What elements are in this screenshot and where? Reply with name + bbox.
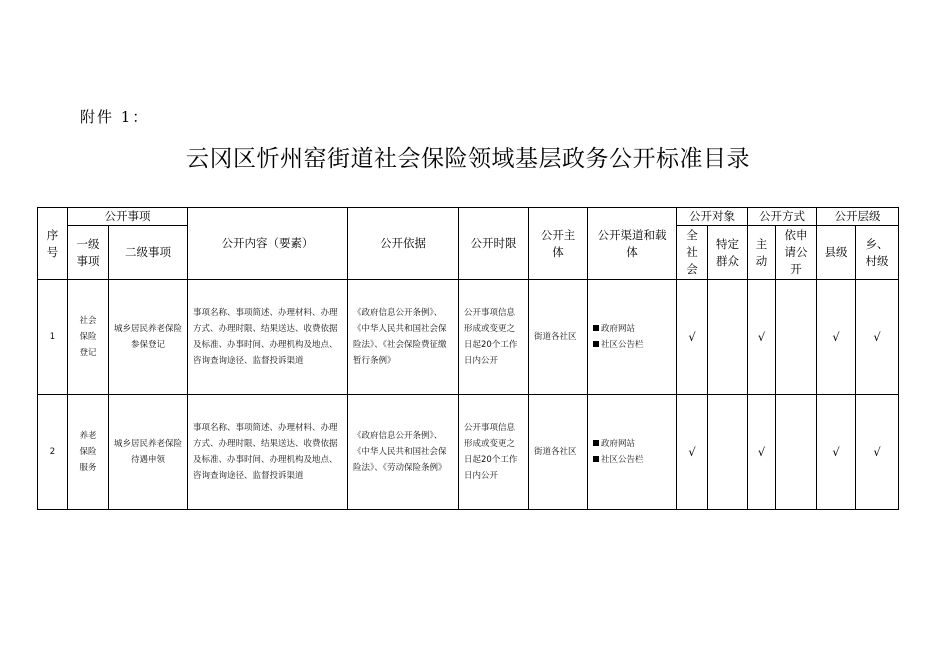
square-bullet-icon xyxy=(593,440,599,446)
header-level-village: 乡、村级 xyxy=(856,226,899,280)
channel-item xyxy=(593,452,671,468)
header-subject: 公开主体 xyxy=(529,208,588,280)
header-index: 序号 xyxy=(38,208,68,280)
row-time-limit: 公开事项信息形成或变更之日起20个工作日内公开 xyxy=(459,395,529,510)
row-level1: 社会保险登记 xyxy=(68,280,109,395)
row-method-active: √ xyxy=(748,395,776,510)
row-basis: 《政府信息公开条例》、《中华人民共和国社会保险法》、《劳动保险条例》 xyxy=(348,395,459,510)
header-time-limit: 公开时限 xyxy=(459,208,529,280)
row-level-county: √ xyxy=(817,395,856,510)
channel-label: 社区公告栏 xyxy=(601,455,644,465)
header-target-specific: 特定群众 xyxy=(708,226,748,280)
table-row xyxy=(38,395,899,510)
row-content: 事项名称、事项简述、办理材料、办理方式、办理时限、结果送达、收费依据及标准、办事时间、办理机构及地点、咨询查询途径、监督投诉渠道 xyxy=(188,280,348,395)
header-target-all: 全社会 xyxy=(677,226,708,280)
square-bullet-icon xyxy=(593,456,599,462)
header-method-group: 公开方式 xyxy=(748,208,817,226)
row-target-all: √ xyxy=(677,280,708,395)
row-level-county: √ xyxy=(817,280,856,395)
row-level-village: √ xyxy=(856,280,899,395)
square-bullet-icon xyxy=(593,325,599,331)
row-target-specific xyxy=(708,280,748,395)
header-row-1 xyxy=(38,208,899,226)
row-index: 2 xyxy=(38,395,68,510)
row-channel xyxy=(588,280,677,395)
header-channel: 公开渠道和载体 xyxy=(588,208,677,280)
row-level-village: √ xyxy=(856,395,899,510)
channel-label: 政府网站 xyxy=(601,324,636,334)
channel-item xyxy=(593,436,671,452)
channel-item xyxy=(593,321,671,337)
row-level2: 城乡居民养老保险参保登记 xyxy=(109,280,188,395)
header-content: 公开内容（要素） xyxy=(188,208,348,280)
row-channel xyxy=(588,395,677,510)
header-items-group: 公开事项 xyxy=(68,208,188,226)
header-level2: 二级事项 xyxy=(109,226,188,280)
header-level1: 一级事项 xyxy=(68,226,109,280)
header-basis: 公开依据 xyxy=(348,208,459,280)
row-subject: 街道各社区 xyxy=(529,395,588,510)
header-method-active: 主动 xyxy=(748,226,776,280)
page-title: 云冈区忻州窑街道社会保险领域基层政务公开标准目录 xyxy=(186,146,750,172)
header-level-county: 县级 xyxy=(817,226,856,280)
row-method-active: √ xyxy=(748,280,776,395)
row-level2: 城乡居民养老保险待遇申领 xyxy=(109,395,188,510)
row-content: 事项名称、事项简述、办理材料、办理方式、办理时限、结果送达、收费依据及标准、办事时间、办理机构及地点、咨询查询途径、监督投诉渠道 xyxy=(188,395,348,510)
channel-item xyxy=(593,337,671,353)
catalog-table xyxy=(37,207,899,510)
row-target-all: √ xyxy=(677,395,708,510)
header-target-group: 公开对象 xyxy=(677,208,748,226)
table-row xyxy=(38,280,899,395)
square-bullet-icon xyxy=(593,341,599,347)
row-target-specific xyxy=(708,395,748,510)
row-method-request xyxy=(776,280,817,395)
row-time-limit: 公开事项信息形成或变更之日起20个工作日内公开 xyxy=(459,280,529,395)
row-index: 1 xyxy=(38,280,68,395)
row-subject: 街道各社区 xyxy=(529,280,588,395)
attachment-label: 附件 1： xyxy=(80,108,150,126)
row-level1: 养老保险服务 xyxy=(68,395,109,510)
row-method-request xyxy=(776,395,817,510)
row-basis: 《政府信息公开条例》、《中华人民共和国社会保险法》、《社会保险费征缴暂行条例》 xyxy=(348,280,459,395)
header-method-request: 依申请公开 xyxy=(776,226,817,280)
channel-label: 社区公告栏 xyxy=(601,340,644,350)
header-level-group: 公开层级 xyxy=(817,208,899,226)
channel-label: 政府网站 xyxy=(601,439,636,449)
